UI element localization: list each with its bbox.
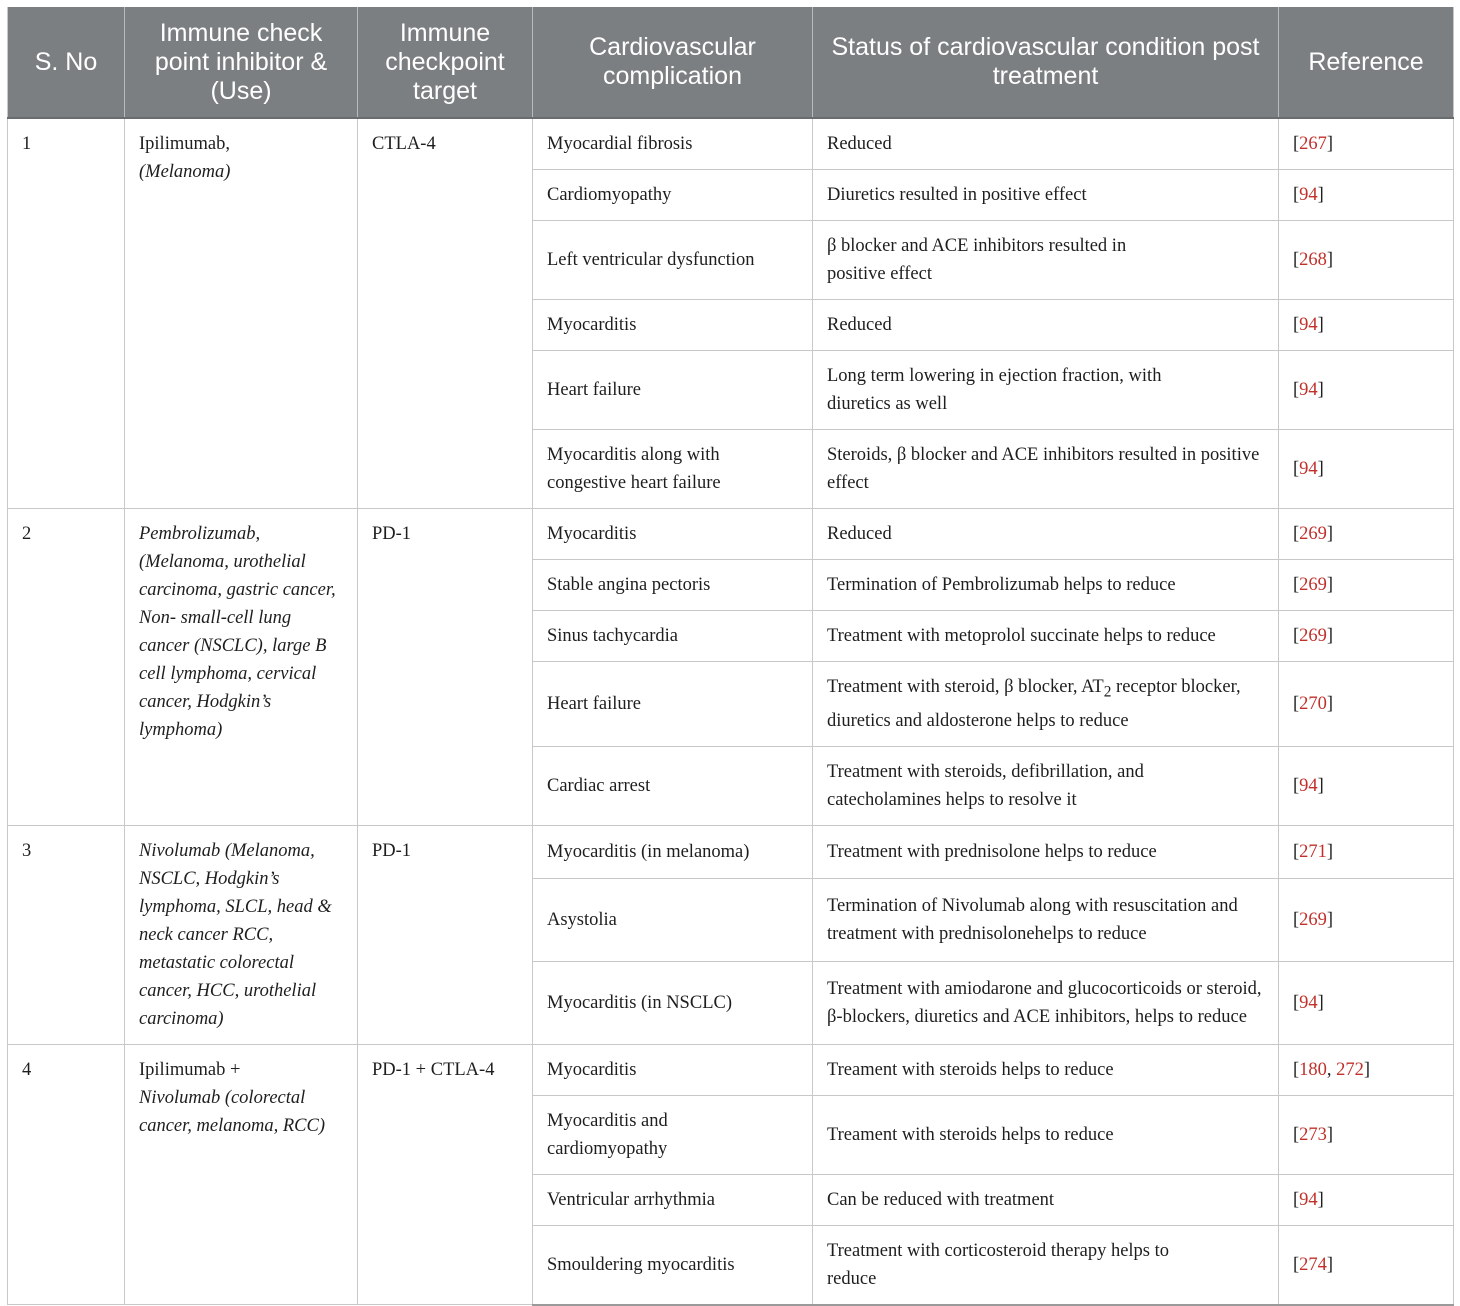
drug-use: Nivolumab (colorectal cancer, melanoma, RCC) bbox=[139, 1087, 325, 1136]
status-cell: Reduced bbox=[813, 118, 1279, 170]
reference-link[interactable]: 273 bbox=[1299, 1124, 1327, 1145]
complication-cell: Smouldering myocarditis bbox=[533, 1225, 813, 1305]
reference-cell: [270] bbox=[1279, 662, 1454, 747]
complication-cell: Myocarditis (in melanoma) bbox=[533, 825, 813, 878]
drug-name: Ipilimumab, bbox=[139, 134, 230, 154]
drug-use: (Melanoma) bbox=[139, 162, 231, 182]
table-body bbox=[8, 118, 1454, 1305]
reference-cell: [94] bbox=[1279, 300, 1454, 351]
reference-link[interactable]: 180 bbox=[1299, 1059, 1327, 1080]
table-row bbox=[8, 509, 1454, 560]
complication-cell: Myocarditis along with congestive heart failure bbox=[533, 430, 813, 509]
complication-cell: Asystolia bbox=[533, 879, 813, 962]
reference-link[interactable]: 270 bbox=[1299, 693, 1327, 714]
table-row bbox=[8, 118, 1454, 170]
reference-link[interactable]: 269 bbox=[1299, 524, 1327, 544]
status-subscript: 2 bbox=[1103, 683, 1112, 701]
status-cell: Treament with steroids helps to reduce bbox=[813, 1044, 1279, 1095]
status-cell: Reduced bbox=[813, 509, 1279, 560]
reference-cell: [268] bbox=[1279, 221, 1454, 300]
status-cell: Treatment with prednisolone helps to reduce bbox=[813, 825, 1279, 878]
status-cell: β blocker and ACE inhibitors resulted in positive effect bbox=[813, 221, 1279, 300]
status-cell: Treament with steroids helps to reduce bbox=[813, 1095, 1279, 1174]
status-cell: Long term lowering in ejection fraction, with diuretics as well bbox=[813, 351, 1279, 430]
reference-cell: [269] bbox=[1279, 611, 1454, 662]
status-cell: Treatment with amiodarone and glucocorticoids or steroid, β-blockers, diuretics and ACE inhibitors, helps to reduce bbox=[813, 961, 1279, 1044]
target-cell: CTLA-4 bbox=[358, 118, 533, 509]
table-row bbox=[8, 1044, 1454, 1095]
reference-cell: [94] bbox=[1279, 746, 1454, 825]
status-cell: Treatment with steroids, defibrillation, and catecholamines helps to resolve it bbox=[813, 746, 1279, 825]
data-table bbox=[7, 7, 1454, 1306]
complication-cell: Myocarditis bbox=[533, 1044, 813, 1095]
reference-cell: [267] bbox=[1279, 118, 1454, 170]
reference-cell: [94] bbox=[1279, 961, 1454, 1044]
sno-cell: 3 bbox=[8, 825, 125, 1044]
reference-cell: [274] bbox=[1279, 1225, 1454, 1305]
status-cell: Termination of Nivolumab along with resuscitation and treatment with prednisolonehelps to reduce bbox=[813, 879, 1279, 962]
status-cell: Treatment with metoprolol succinate helps to reduce bbox=[813, 611, 1279, 662]
status-cell: Steroids, β blocker and ACE inhibitors resulted in positive effect bbox=[813, 430, 1279, 509]
header-status: Status of cardiovascular condition post treatment bbox=[813, 7, 1279, 118]
reference-link[interactable]: 274 bbox=[1299, 1254, 1327, 1275]
complication-cell: Cardiomyopathy bbox=[533, 170, 813, 221]
header-sno: S. No bbox=[8, 7, 125, 118]
reference-link[interactable]: 271 bbox=[1299, 841, 1327, 862]
reference-link[interactable]: 94 bbox=[1299, 775, 1318, 796]
status-cell: Diuretics resulted in positive effect bbox=[813, 170, 1279, 221]
reference-cell: [180, 272] bbox=[1279, 1044, 1454, 1095]
reference-link[interactable]: 272 bbox=[1336, 1059, 1364, 1080]
target-cell: PD-1 bbox=[358, 509, 533, 826]
sno-cell: 4 bbox=[8, 1044, 125, 1305]
reference-link[interactable]: 94 bbox=[1299, 315, 1318, 335]
inhibitor-cell: Pembrolizumab, (Melanoma, urothelial carcinoma, gastric cancer, Non- small-cell lung cancer (NSCLC), large B cell lymphoma, cervical cancer, Hodgkin’s lymphoma) bbox=[125, 509, 358, 826]
header-target: Immune checkpoint target bbox=[358, 7, 533, 118]
status-cell: Treatment with corticosteroid therapy helps to reduce bbox=[813, 1225, 1279, 1305]
reference-link[interactable]: 269 bbox=[1299, 910, 1327, 930]
reference-link[interactable]: 94 bbox=[1299, 992, 1318, 1013]
sno-cell: 1 bbox=[8, 118, 125, 509]
complication-cell: Myocardial fibrosis bbox=[533, 118, 813, 170]
complication-cell: Myocarditis bbox=[533, 300, 813, 351]
reference-link[interactable]: 94 bbox=[1299, 380, 1318, 400]
inhibitor-cell: Nivolumab (Melanoma, NSCLC, Hodgkin’s lymphoma, SLCL, head & neck cancer RCC, metastatic colorectal cancer, HCC, urothelial carcinoma) bbox=[125, 825, 358, 1044]
complication-cell: Ventricular arrhythmia bbox=[533, 1174, 813, 1225]
target-cell: PD-1 + CTLA-4 bbox=[358, 1044, 533, 1305]
reference-cell: [94] bbox=[1279, 351, 1454, 430]
status-cell: Can be reduced with treatment bbox=[813, 1174, 1279, 1225]
reference-cell: [273] bbox=[1279, 1095, 1454, 1174]
reference-link[interactable]: 94 bbox=[1299, 185, 1318, 205]
complication-cell: Heart failure bbox=[533, 662, 813, 747]
complication-cell: Left ventricular dysfunction bbox=[533, 221, 813, 300]
complication-cell: Myocarditis (in NSCLC) bbox=[533, 961, 813, 1044]
reference-link[interactable]: 269 bbox=[1299, 626, 1327, 646]
complication-cell: Heart failure bbox=[533, 351, 813, 430]
reference-cell: [269] bbox=[1279, 509, 1454, 560]
status-text: receptor blocker, diuretics and aldosterone helps to reduce bbox=[827, 677, 1241, 731]
complication-cell: Myocarditis and cardiomyopathy bbox=[533, 1095, 813, 1174]
reference-cell: [94] bbox=[1279, 170, 1454, 221]
complication-cell: Cardiac arrest bbox=[533, 746, 813, 825]
reference-cell: [94] bbox=[1279, 430, 1454, 509]
reference-cell: [269] bbox=[1279, 560, 1454, 611]
reference-cell: [94] bbox=[1279, 1174, 1454, 1225]
table-row bbox=[8, 825, 1454, 878]
reference-link[interactable]: 94 bbox=[1299, 459, 1318, 479]
reference-cell: [269] bbox=[1279, 879, 1454, 962]
header-complication: Cardiovascular complication bbox=[533, 7, 813, 118]
reference-link[interactable]: 267 bbox=[1299, 134, 1327, 154]
inhibitor-cell bbox=[125, 118, 358, 509]
status-cell: Termination of Pembrolizumab helps to reduce bbox=[813, 560, 1279, 611]
reference-link[interactable]: 268 bbox=[1299, 250, 1327, 270]
complication-cell: Stable angina pectoris bbox=[533, 560, 813, 611]
target-cell: PD-1 bbox=[358, 825, 533, 1044]
drug-name: Ipilimumab + bbox=[139, 1059, 241, 1080]
complication-cell: Myocarditis bbox=[533, 509, 813, 560]
table-header bbox=[8, 7, 1454, 118]
header-inhibitor: Immune check point inhibitor & (Use) bbox=[125, 7, 358, 118]
inhibitor-cell bbox=[125, 1044, 358, 1305]
reference-link[interactable]: 94 bbox=[1299, 1189, 1318, 1210]
status-cell bbox=[813, 662, 1279, 747]
reference-link[interactable]: 269 bbox=[1299, 575, 1327, 595]
header-reference: Reference bbox=[1279, 7, 1454, 118]
sno-cell: 2 bbox=[8, 509, 125, 826]
reference-cell: [271] bbox=[1279, 825, 1454, 878]
status-cell: Reduced bbox=[813, 300, 1279, 351]
complication-cell: Sinus tachycardia bbox=[533, 611, 813, 662]
status-text: Treatment with steroid, β blocker, AT bbox=[827, 677, 1104, 697]
